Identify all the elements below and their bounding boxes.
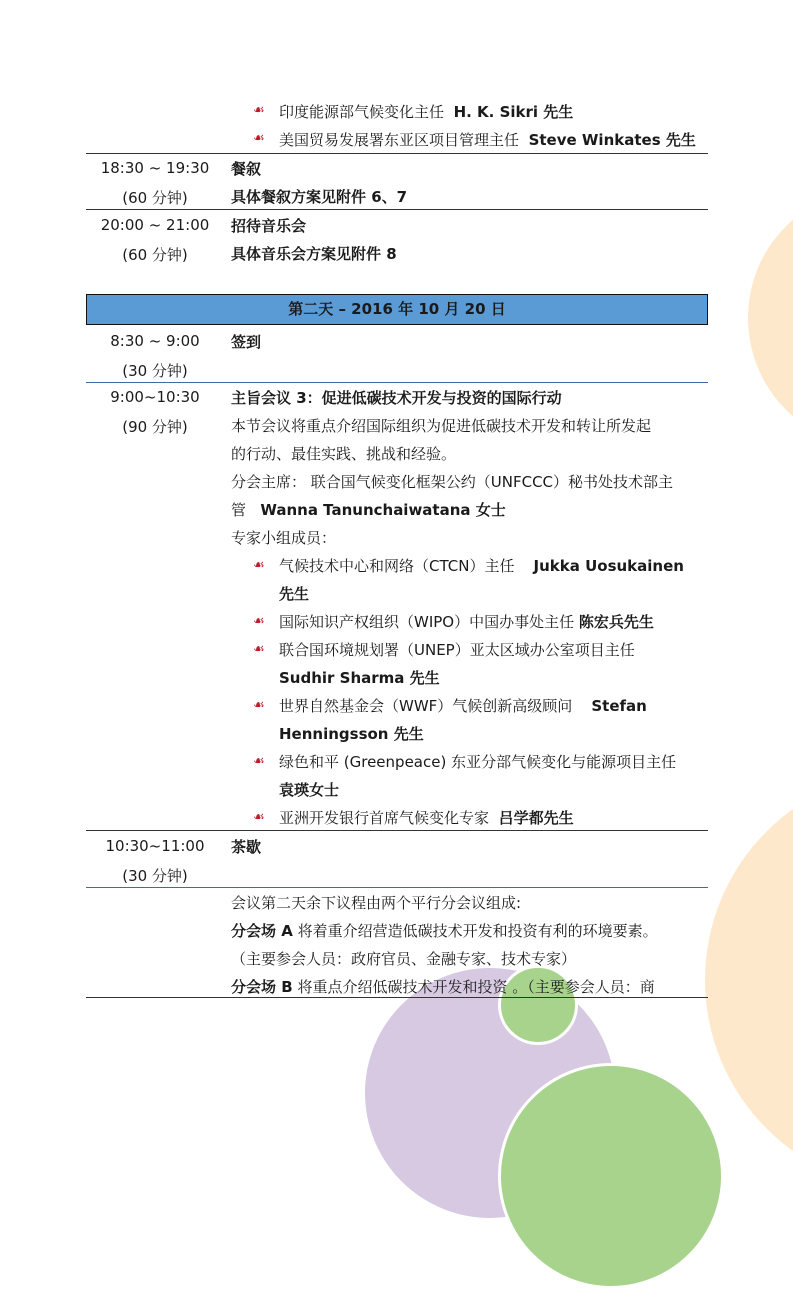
decorative-circle-peach bbox=[748, 188, 793, 448]
list-item bbox=[279, 101, 703, 122]
session-duration: (60 分钟) bbox=[122, 189, 188, 207]
panelist-title: 亚洲开发银行首席气候变化专家 bbox=[279, 809, 490, 827]
session-duration: (30 分钟) bbox=[122, 362, 188, 380]
parallel-a-text: 将着重介绍营造低碳技术开发和投资有利的环境要素。 bbox=[297, 922, 658, 940]
panelist-name: 吕学都先生 bbox=[498, 809, 574, 827]
bullet-icon: ☙ bbox=[253, 754, 265, 769]
list-item bbox=[279, 692, 703, 720]
panelist-name: 陈宏兵先生 bbox=[578, 613, 654, 631]
session-chair: 分会主席： 联合国气候变化框架公约（UNFCCC）秘书处技术部主 bbox=[231, 473, 674, 491]
session-chair-name bbox=[231, 496, 705, 524]
day-header: 第二天 – 2016 年 10 月 20 日 bbox=[86, 294, 708, 325]
bullet-icon: ☙ bbox=[253, 103, 265, 118]
list-item bbox=[279, 804, 703, 832]
parallel-a bbox=[231, 917, 705, 945]
session-detail: 具体音乐会方案见附件 8 bbox=[231, 245, 397, 263]
divider bbox=[86, 382, 708, 383]
session-title: 主旨会议 3：促进低碳技术开发与投资的国际行动 bbox=[231, 389, 562, 407]
list-item bbox=[279, 608, 703, 636]
bullet-icon: ☙ bbox=[253, 558, 265, 573]
session-duration: (30 分钟) bbox=[122, 867, 188, 885]
session-duration: (90 分钟) bbox=[122, 418, 188, 436]
divider bbox=[86, 153, 708, 154]
session-title: 茶歇 bbox=[231, 838, 262, 856]
panelist-name: 先生 bbox=[279, 585, 310, 603]
session-description: 的行动、最佳实践、挑战和经验。 bbox=[231, 445, 457, 463]
panelist-name: Jukka Uosukainen bbox=[533, 557, 684, 575]
bullet-icon: ☙ bbox=[253, 810, 265, 825]
parallel-intro: 会议第二天余下议程由两个平行分会议组成: bbox=[231, 894, 522, 912]
parallel-b-label: 分会场 B bbox=[231, 978, 293, 996]
session-description: 本节会议将重点介绍国际组织为促进低碳技术开发和转让所发起 bbox=[231, 417, 652, 435]
speaker-title: 美国贸易发展署东亚区项目管理主任 bbox=[279, 131, 520, 149]
parallel-a-label: 分会场 A bbox=[231, 922, 293, 940]
panel-label: 专家小组成员： bbox=[231, 529, 337, 547]
session-detail: 具体餐叙方案见附件 6、7 bbox=[231, 188, 408, 206]
divider bbox=[86, 830, 708, 831]
panelist-title: 气候技术中心和网络（CTCN）主任 bbox=[279, 557, 515, 575]
panelist-name: Sudhir Sharma 先生 bbox=[279, 669, 440, 687]
bullet-icon: ☙ bbox=[253, 698, 265, 713]
list-item: 绿色和平 (Greenpeace) 东亚分部气候变化与能源项目主任 bbox=[279, 753, 677, 771]
session-duration: (60 分钟) bbox=[122, 246, 188, 264]
session-time: 18:30 ~ 19:30 bbox=[100, 159, 210, 177]
panelist-name: 袁瑛女士 bbox=[279, 781, 340, 799]
session-title: 签到 bbox=[231, 333, 262, 351]
speaker-name: H. K. Sikri 先生 bbox=[453, 103, 574, 121]
panelist-title: 世界自然基金会（WWF）气候创新高级顾问 bbox=[279, 697, 573, 715]
bullet-icon: ☙ bbox=[253, 614, 265, 629]
session-time: 9:00~10:30 bbox=[110, 388, 200, 406]
panelist-name: Henningsson 先生 bbox=[279, 725, 424, 743]
divider bbox=[86, 209, 708, 210]
session-title: 招待音乐会 bbox=[231, 217, 307, 235]
chair-name: Wanna Tanunchaiwatana 女士 bbox=[260, 501, 506, 519]
parallel-a-participants: （主要参会人员：政府官员、金融专家、技术专家） bbox=[231, 950, 577, 968]
list-item bbox=[279, 552, 703, 580]
panelist-name: Stefan bbox=[591, 697, 647, 715]
bullet-icon: ☙ bbox=[253, 642, 265, 657]
divider bbox=[86, 997, 708, 998]
session-title: 餐叙 bbox=[231, 160, 262, 178]
decorative-circle-green-large bbox=[498, 1063, 724, 1289]
session-time: 8:30 ~ 9:00 bbox=[110, 332, 200, 350]
panelist-title: 国际知识产权组织（WIPO）中国办事处主任 bbox=[279, 613, 575, 631]
parallel-b-text: 将重点介绍低碳技术开发和投资 。（主要参会人员：商 bbox=[297, 978, 655, 996]
speaker-name: Steve Winkates 先生 bbox=[528, 131, 696, 149]
session-time: 20:00 ~ 21:00 bbox=[100, 216, 210, 234]
divider bbox=[86, 887, 708, 888]
chair-title: 管 bbox=[231, 501, 247, 519]
bullet-icon: ☙ bbox=[253, 131, 265, 146]
list-item: 联合国环境规划署（UNEP）亚太区域办公室项目主任 bbox=[279, 641, 635, 659]
list-item bbox=[279, 129, 703, 150]
session-time: 10:30~11:00 bbox=[105, 837, 205, 855]
speaker-title: 印度能源部气候变化主任 bbox=[279, 103, 445, 121]
decorative-circle-peach-large bbox=[705, 770, 793, 1190]
